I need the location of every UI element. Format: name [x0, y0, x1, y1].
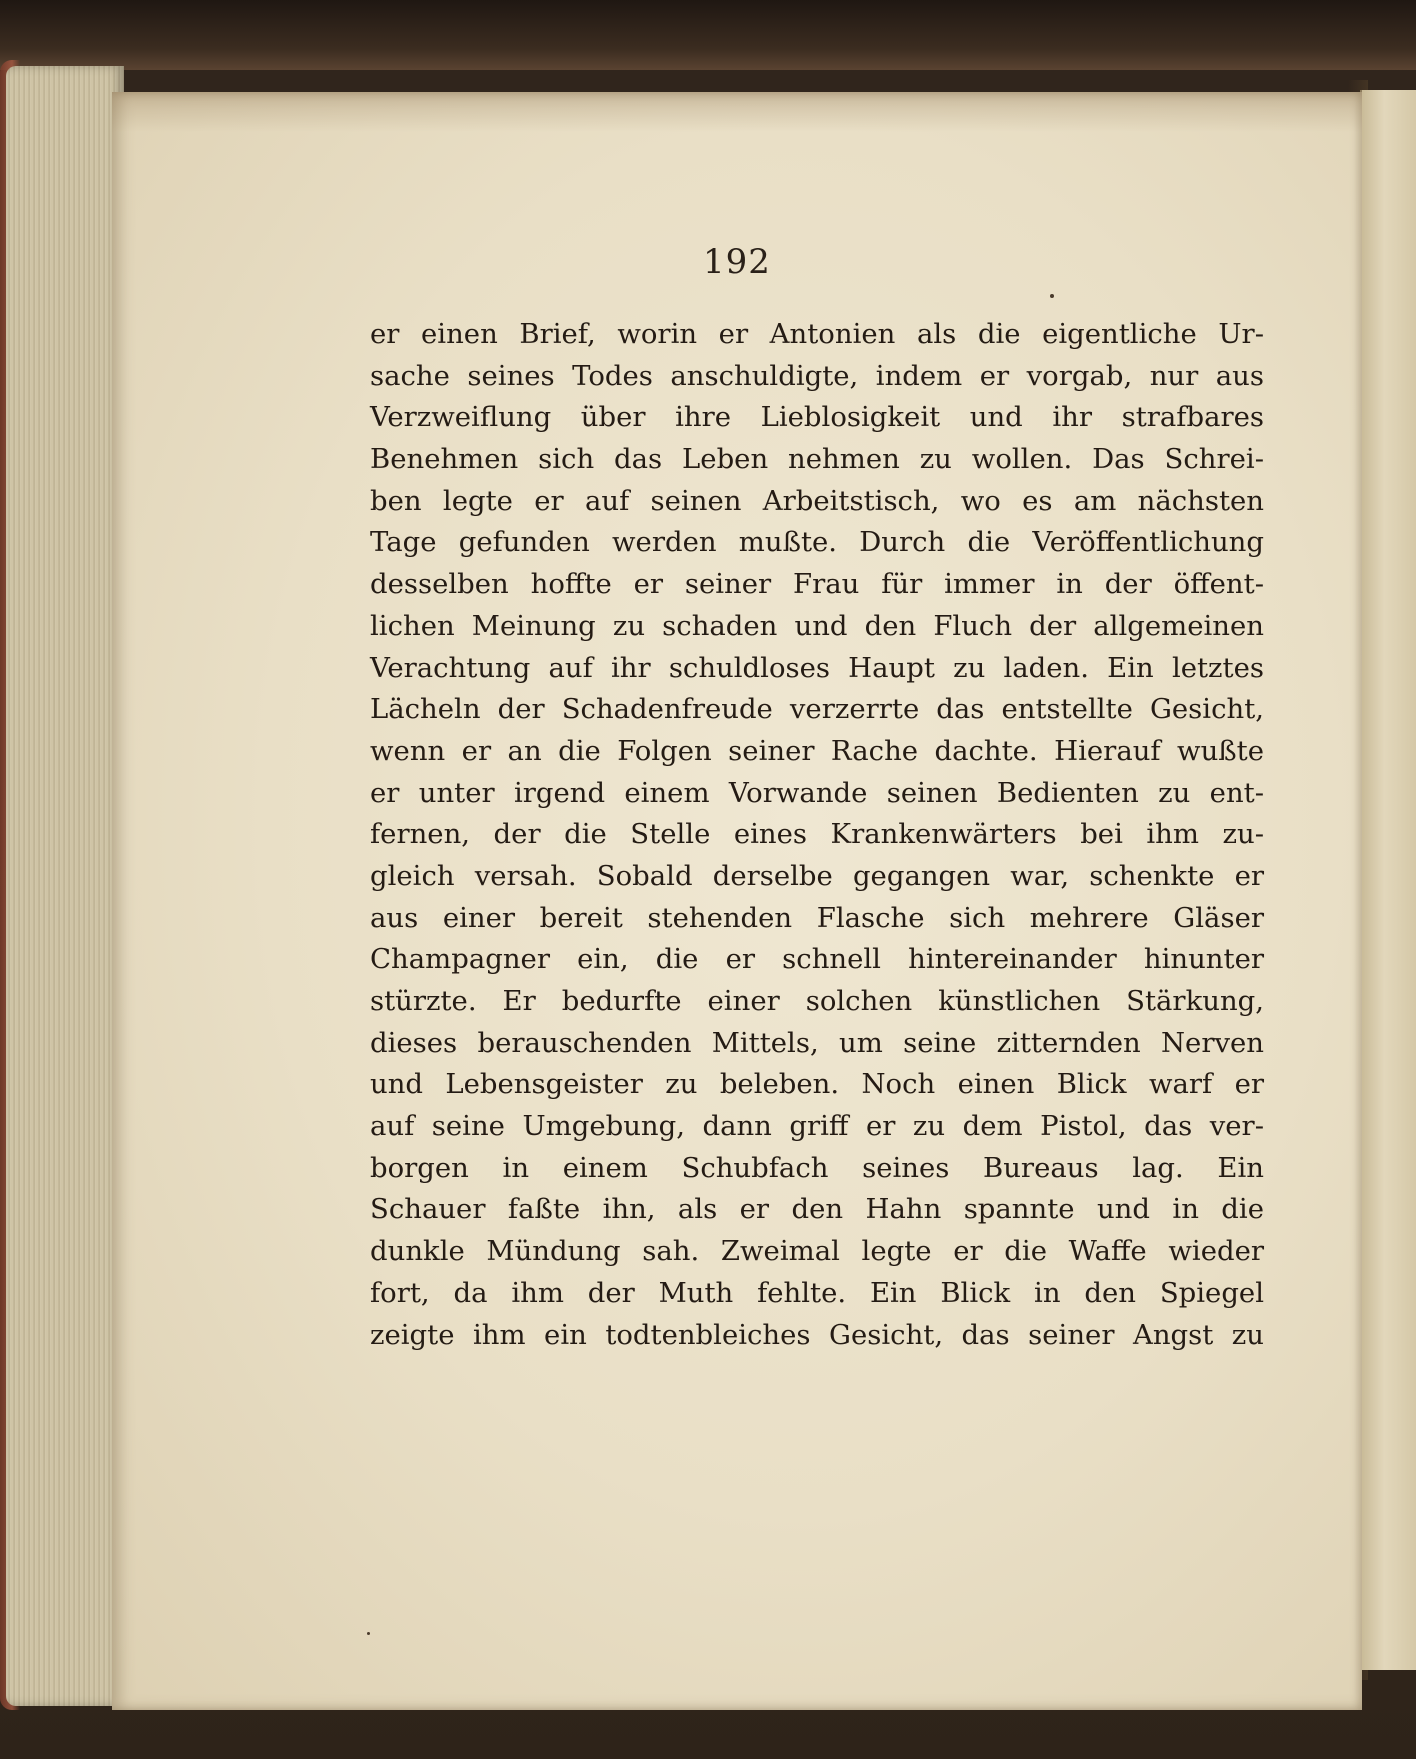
text-line: und Lebensgeister zu beleben. Noch einen Blick warf er — [370, 1068, 1264, 1101]
text-line: Benehmen sich das Leben nehmen zu wollen. Das Schrei- — [370, 443, 1264, 476]
text-line: dieses berauschenden Mittels, um seine zitternden Nerven — [370, 1026, 1264, 1059]
page-number: 192 — [703, 242, 771, 282]
text-line: aus einer bereit stehenden Flasche sich mehrere Gläser — [370, 901, 1264, 934]
text-line: borgen in einem Schubfach seines Bureaus lag. Ein — [370, 1151, 1264, 1184]
text-line: lichen Meinung zu schaden und den Fluch der allgemeinen — [370, 609, 1264, 642]
book-binding-top — [0, 0, 1416, 70]
text-line: desselben hoffte er seiner Frau für immer in der öffent- — [370, 568, 1264, 601]
text-line: Schauer faßte ihn, als er den Hahn spannte und in die — [370, 1193, 1264, 1226]
text-line: wenn er an die Folgen seiner Rache dachte. Hierauf wußte — [370, 734, 1264, 767]
text-line: sache seines Todes anschuldigte, indem er vorgab, nur aus — [370, 359, 1264, 392]
text-line: Verachtung auf ihr schuldloses Haupt zu laden. Ein letztes — [370, 651, 1264, 684]
text-line: dunkle Mündung sah. Zweimal legte er die Waffe wieder — [370, 1235, 1264, 1268]
paper-speck — [1050, 294, 1054, 298]
text-line: er einen Brief, worin er Antonien als die eigentliche Ur- — [370, 318, 1264, 350]
text-line: ben legte er auf seinen Arbeitstisch, wo es am nächsten — [370, 484, 1264, 517]
body-text — [370, 314, 1264, 1356]
text-line: Tage gefunden werden mußte. Durch die Veröffentlichung — [370, 526, 1264, 559]
facing-page-edge — [1360, 90, 1416, 1670]
paper-speck — [367, 1632, 370, 1635]
book-page — [112, 92, 1362, 1710]
page-edges-stack — [6, 66, 124, 1706]
text-line: Verzweiflung über ihre Lieblosigkeit und ihr strafbares — [370, 401, 1264, 434]
text-line: auf seine Umgebung, dann griff er zu dem Pistol, das ver- — [370, 1110, 1264, 1143]
text-line: stürzte. Er bedurfte einer solchen künstlichen Stärkung, — [370, 985, 1264, 1017]
text-line: fort, da ihm der Muth fehlte. Ein Blick in den Spiegel — [370, 1276, 1264, 1309]
text-line: zeigte ihm ein todtenbleiches Gesicht, das seiner Angst zu — [370, 1318, 1264, 1351]
text-line: Lächeln der Schadenfreude verzerrte das entstellte Gesicht, — [370, 693, 1264, 726]
text-line: fernen, der die Stelle eines Krankenwärters bei ihm zu- — [370, 818, 1264, 851]
text-line: Champagner ein, die er schnell hintereinander hinunter — [370, 943, 1264, 976]
text-line: er unter irgend einem Vorwande seinen Bedienten zu ent- — [370, 776, 1264, 809]
text-line: gleich versah. Sobald derselbe gegangen war, schenkte er — [370, 859, 1264, 892]
